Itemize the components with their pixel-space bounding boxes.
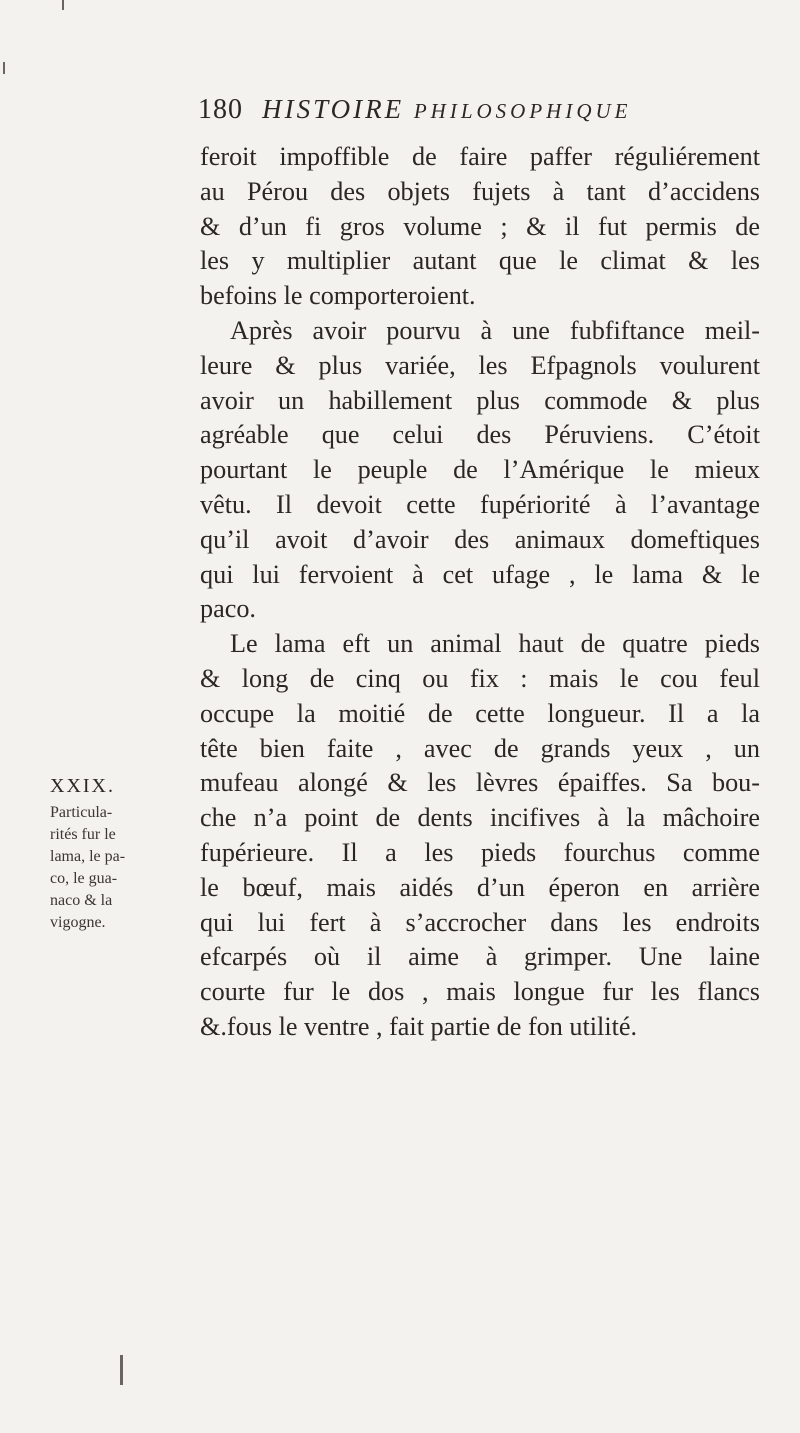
text-line: tête bien faite , avec de grands yeux , un: [200, 733, 760, 763]
text-line: au Pérou des objets fujets à tant d’accidens: [200, 176, 760, 206]
text-line: &.fous le ventre , fait partie de fon utilité.: [200, 1011, 638, 1041]
margin-note-line: co, le gua-: [50, 870, 118, 887]
text-line: Après avoir pourvu à une fubfiftance meil-: [230, 315, 760, 345]
text-line: mufeau alongé & les lèvres épaiffes. Sa bou-: [200, 768, 760, 798]
text-line: & d’un fi gros volume ; & il fut permis de: [200, 211, 760, 241]
text-line: Le lama eft un animal haut de quatre pieds: [230, 629, 760, 659]
text-line: fupérieure. Il a les pieds fourchus comme: [200, 837, 760, 867]
running-title: [262, 94, 631, 124]
text-line: leure & plus variée, les Efpagnols voulurent: [200, 350, 760, 380]
text-line: agréable que celui des Péruviens. C’étoit: [200, 420, 760, 450]
text-line: qui lui fervoient à cet ufage , le lama & le: [200, 559, 760, 589]
body-text: [200, 140, 760, 1045]
text-line: occupe la moitié de cette longueur. Il a la: [200, 698, 760, 728]
section-numeral: XXIX.: [50, 775, 115, 797]
page-header: [198, 94, 758, 134]
print-speck: [62, 0, 64, 10]
text-line: les y multiplier autant que le climat & les: [200, 246, 760, 276]
text-line: befoins le comporteroient.: [200, 281, 476, 311]
margin-note-line: rités fur le: [50, 826, 116, 843]
text-line: avoir un habillement plus commode & plus: [200, 385, 760, 415]
margin-note: [50, 770, 180, 934]
margin-note-line: naco & la: [50, 892, 113, 909]
text-line: feroit impoffible de faire paffer réguliérement: [200, 142, 760, 171]
text-line: pourtant le peuple de l’Amérique le mieux: [200, 455, 760, 485]
text-line: efcarpés où il aime à grimper. Une laine: [200, 942, 760, 972]
print-speck: [3, 62, 5, 74]
margin-note-line: vigogne.: [50, 914, 106, 931]
text-line: qui lui fert à s’accrocher dans les endroits: [200, 907, 760, 937]
text-line: vêtu. Il devoit cette fupériorité à l’avantage: [200, 489, 760, 519]
text-line: qu’il avoit d’avoir des animaux domeftiques: [200, 524, 760, 554]
text-line: le bœuf, mais aidés d’un éperon en arrière: [200, 872, 760, 902]
text-line: paco.: [200, 594, 256, 624]
margin-note-line: lama, le pa-: [50, 848, 126, 865]
text-line: che n’a point de dents incifives à la mâchoire: [200, 803, 760, 833]
page-number: 180: [198, 94, 243, 125]
print-speck: [120, 1355, 123, 1385]
text-line: & long de cinq ou fix : mais le cou feul: [200, 663, 760, 693]
margin-note-line: Particula-: [50, 804, 113, 821]
running-title-small: PHILOSOPHIQUE: [413, 99, 632, 123]
running-title-initial: H: [262, 94, 285, 124]
running-title-word: ISTOIRE: [284, 94, 414, 124]
text-line: courte fur le dos , mais longue fur les flancs: [200, 977, 760, 1007]
